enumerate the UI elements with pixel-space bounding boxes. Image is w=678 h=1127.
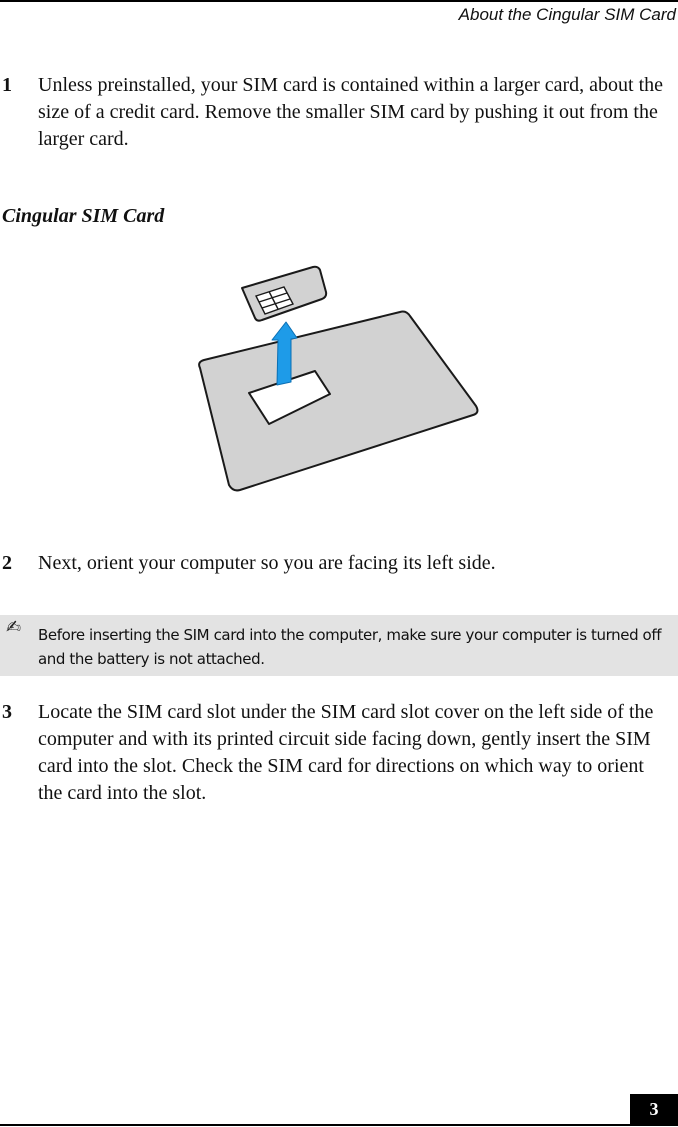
step-1 — [0, 72, 672, 153]
running-header-title: About the Cingular SIM Card — [458, 5, 676, 24]
step-2 — [0, 550, 672, 577]
step-number: 3 — [2, 701, 12, 723]
note-box — [0, 615, 678, 676]
sim-card-illustration — [0, 240, 678, 510]
note-text: Before inserting the SIM card into the computer, make sure your computer is turned off and the battery is not attached. — [38, 626, 662, 668]
step-text: Unless preinstalled, your SIM card is contained within a larger card, about the size of a credit card. Remove the smaller SIM card by pushing it out from the larger card. — [38, 74, 664, 150]
figure-caption: Cingular SIM Card — [2, 205, 165, 227]
footer-rule — [0, 1124, 678, 1126]
step-text: Locate the SIM card slot under the SIM card slot cover on the left side of the computer and with its printed circuit side facing down, gently insert the SIM card into the slot. Check the SIM card for directions on which way to orient the card into the slot. — [38, 701, 654, 804]
page-number: 3 — [630, 1094, 678, 1124]
step-text: Next, orient your computer so you are facing its left side. — [38, 552, 496, 574]
step-number: 1 — [2, 74, 12, 96]
step-number: 2 — [2, 552, 12, 574]
step-3 — [0, 699, 672, 807]
carrier-card — [199, 312, 477, 491]
header-rule — [0, 0, 678, 2]
pencil-note-icon: ✍ — [6, 617, 22, 638]
